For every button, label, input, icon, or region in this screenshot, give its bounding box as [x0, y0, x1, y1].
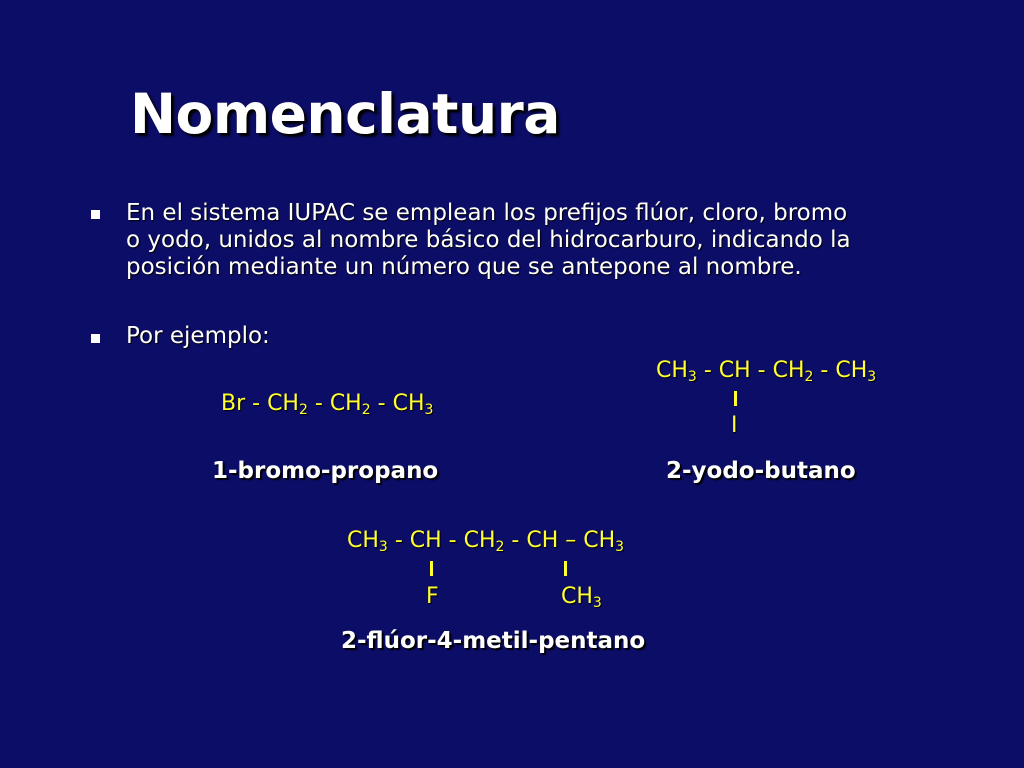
- substituent-iodo: I: [731, 413, 738, 438]
- formula-part: - CH: [813, 358, 868, 383]
- formula-subscript: 3: [592, 595, 602, 611]
- formula-part: - CH - CH: [696, 358, 805, 383]
- formula-yodo-butano: [656, 358, 876, 385]
- slide-title: Nomenclatura: [130, 82, 560, 146]
- formula-subscript: 2: [298, 402, 308, 418]
- formula-subscript: 3: [615, 539, 625, 555]
- bond-line: [734, 391, 737, 406]
- name-bromo-propano: 1-bromo-propano: [212, 458, 439, 484]
- name-fluor-metil-pentano: 2-flúor-4-metil-pentano: [341, 628, 646, 654]
- bond-line: [430, 561, 433, 576]
- bullet-line-3: posición mediante un número que se antepone al nombre.: [126, 254, 802, 280]
- formula-part: Br - CH: [221, 391, 299, 416]
- formula-part: - CH - CH: [387, 528, 496, 553]
- formula-part: - CH – CH: [504, 528, 616, 553]
- formula-subscript: 2: [361, 402, 371, 418]
- formula-subscript: 2: [495, 539, 505, 555]
- formula-subscript: 3: [687, 369, 697, 385]
- formula-part: CH: [561, 584, 593, 609]
- formula-part: CH: [347, 528, 379, 553]
- name-yodo-butano: 2-yodo-butano: [666, 458, 856, 484]
- formula-subscript: 3: [424, 402, 434, 418]
- formula-subscript: 3: [867, 369, 877, 385]
- bullet-por-ejemplo: Por ejemplo:: [126, 323, 270, 349]
- formula-part: CH: [656, 358, 688, 383]
- formula-subscript: 2: [804, 369, 814, 385]
- formula-part: - CH: [307, 391, 362, 416]
- formula-bromo-propano: [221, 391, 433, 418]
- formula-subscript: 3: [378, 539, 388, 555]
- bullet-paragraph: [126, 200, 851, 281]
- bullet-line-1: En el sistema IUPAC se emplean los prefijos flúor, cloro, bromo: [126, 200, 848, 226]
- substituent-fluor: F: [426, 584, 439, 609]
- bullet-marker: [91, 334, 100, 343]
- substituent-methyl: [561, 584, 602, 611]
- formula-fluor-metil-pentano: [347, 528, 624, 555]
- formula-part: - CH: [370, 391, 425, 416]
- bullet-line-2: o yodo, unidos al nombre básico del hidrocarburo, indicando la: [126, 227, 851, 253]
- bullet-marker: [91, 210, 100, 219]
- bond-line: [564, 561, 567, 576]
